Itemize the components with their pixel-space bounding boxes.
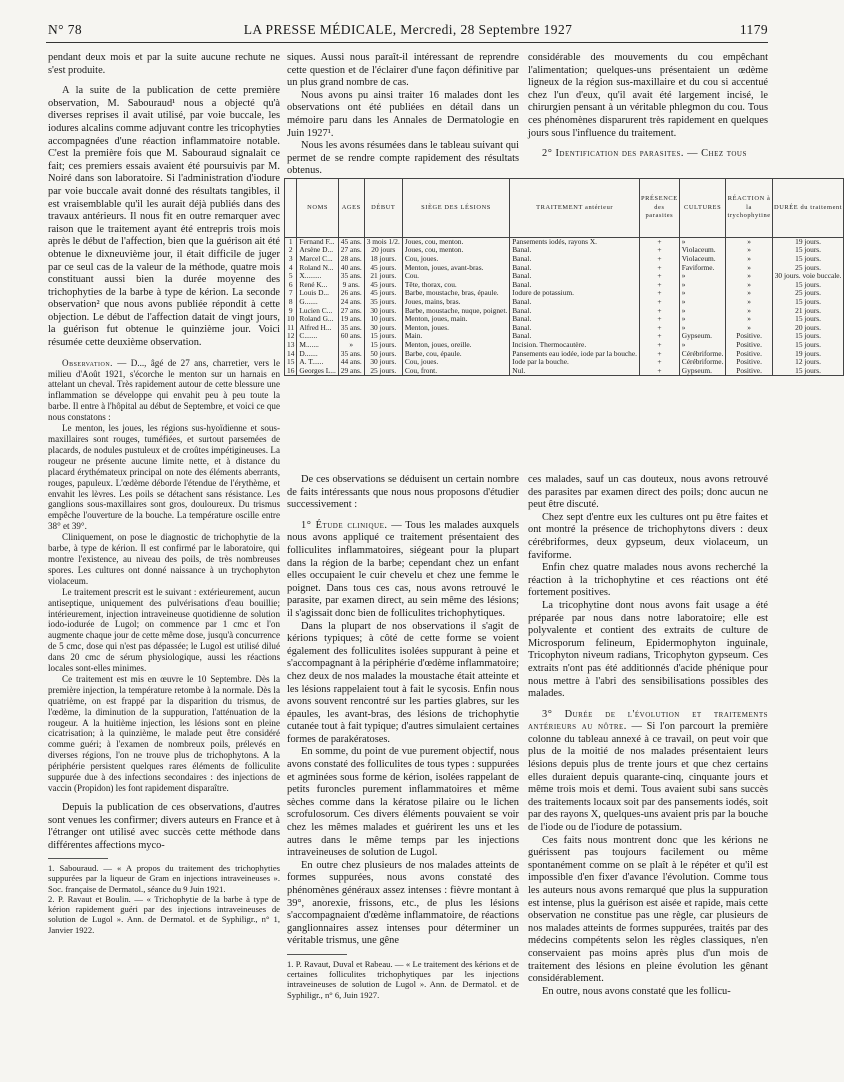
- table-cell: 30 jours.: [364, 358, 402, 367]
- table-cell: »: [726, 264, 772, 273]
- table-cell: Violaceum.: [679, 255, 726, 264]
- table-cell: Cérébriforme.: [679, 350, 726, 359]
- table-cell: Positive.: [726, 332, 772, 341]
- table-cell: 19 jours.: [772, 237, 844, 246]
- table-cell: 15 jours.: [364, 332, 402, 341]
- table-row: [285, 367, 844, 376]
- journal-title: LA PRESSE MÉDICALE, Mercredi, 28 Septembre 1927: [243, 22, 573, 37]
- table-row: [285, 307, 844, 316]
- table-cell: Roland N...: [297, 264, 338, 273]
- table-cell: +: [640, 315, 680, 324]
- table-cell: Banal.: [510, 307, 640, 316]
- table-cell: Main.: [402, 332, 509, 341]
- table-cell: Fernand F...: [297, 237, 338, 246]
- table-cell: 9 ans.: [338, 281, 364, 290]
- paragraph: — Si l'on parcourt la première colonne du tableau annexé à ce travail, on peut voir que plus de la moitié de nos malades présentaient leurs lésions depuis plus de trente jours et que chez certains elles duraient depuis quarante-cinq, cinquante jours et même trois mois et demi. Tous avaient subi sans succès des traitements locaux soit par des pansements iodés, soit par des rayons X, quelques-uns avaient pris par la bouche de l'iode ou de l'iodure de potassium.: [528, 721, 768, 834]
- table-cell: 15 jours.: [364, 341, 402, 350]
- table-cell: 9: [285, 307, 297, 316]
- table-cell: 40 ans.: [338, 264, 364, 273]
- table-cell: +: [640, 298, 680, 307]
- paragraph: Nous les avons résumées dans le tableau suivant qui permet de se rendre compte rapidement des résultats obtenus.: [287, 140, 519, 177]
- paragraph: — D..., âgé de 27 ans, charretier, vers le milieu d'Août 1921, s'écorche le menton sur un harnais en attelant un cheval. Très rapidement autour de cette blessure une inflammation se développe qui envahit peu à peu toute la barbe. Il entre à l'hôpital au début de Septembre, et voici ce que nous constatons :: [48, 357, 280, 423]
- footnote: 1. Sabouraud. — « A propos du traitement des trichophyties suppurées par la liqueur de Gram en injections intraveineuses ». Soc. française de Dermatol., séance du 9 Juin 1921.: [48, 863, 280, 894]
- table-cell: Positive.: [726, 367, 772, 376]
- paragraph: En somme, du point de vue purement objectif, nous avons constaté des folliculites de tous types : suppurées et agminées sous forme de kérion, isolées rappelant de petits furoncles purement inflammatoires et même sèches comme dans la kératose pilaire ou le lichen scrofulosorum. Ces divers éléments pouvaient se voir chez les mêmes malades et guérirent les uns et les autres dans le même temps par les injections intraveineuses de solution de Lugol.: [287, 746, 519, 859]
- table-cell: A. T......: [297, 358, 338, 367]
- table-cell: +: [640, 332, 680, 341]
- table-row: [285, 237, 844, 246]
- table-cell: 13: [285, 341, 297, 350]
- table-cell: 3 mois 1/2.: [364, 237, 402, 246]
- table-cell: 21 jours.: [772, 307, 844, 316]
- table-cell: 15 jours.: [772, 315, 844, 324]
- table-cell: Banal.: [510, 281, 640, 290]
- table-cell: Alfred H...: [297, 324, 338, 333]
- issue-number: N° 78: [48, 22, 83, 37]
- table-cell: 15 jours.: [772, 298, 844, 307]
- section-heading: 1° Étude clinique.: [301, 519, 388, 531]
- table-cell: 25 jours.: [772, 264, 844, 273]
- table-cell: Gypseum.: [679, 332, 726, 341]
- table-cell: 14: [285, 350, 297, 359]
- table-cell: 8: [285, 298, 297, 307]
- table-header-row: [285, 179, 844, 238]
- table-cell: 3: [285, 255, 297, 264]
- table-cell: »: [726, 272, 772, 281]
- paragraph: siques. Aussi nous paraît-il intéressant de reprendre cette question et de l'éclairer d'une façon définitive par un plus grand nombre de cas.: [287, 52, 519, 89]
- table-cell: +: [640, 246, 680, 255]
- table-cell: 30 jours.: [364, 307, 402, 316]
- table-cell: »: [679, 237, 726, 246]
- footnote-rule: [48, 858, 108, 859]
- table-cell: Joues, mains, bras.: [402, 298, 509, 307]
- table-cell: +: [640, 358, 680, 367]
- table-cell: +: [640, 255, 680, 264]
- table-cell: 45 jours.: [364, 281, 402, 290]
- table-cell: Marcel C...: [297, 255, 338, 264]
- table-cell: Joues, cou, menton.: [402, 246, 509, 255]
- paragraph: De ces observations se déduisent un certain nombre de faits intéressants que nous nous proposons d'étudier successivement :: [287, 474, 519, 511]
- table-cell: +: [640, 350, 680, 359]
- table-cell: +: [640, 324, 680, 333]
- table-cell: 10 jours.: [364, 315, 402, 324]
- table-cell: Cou, joues.: [402, 255, 509, 264]
- paragraph: Dans la plupart de nos observations il s'agit de kérions typiques; à côté de cette forme se voient également des folliculites isolées suppurant à peine et s'accompagnant à la périphérie d'œdème inflammatoire; chez deux de nos malades la moustache était atteinte et les lésions rappelaient tout à fait le sycosis. Enfin nous avons souvent rencontré sur les parties glabres, sur les épaules, les avant-bras, des lésions de trichophytie cutanée tout à fait typique; d'autres simulaient certaines formes de parakératoses.: [287, 620, 519, 745]
- table-cell: 35 jours.: [364, 298, 402, 307]
- table-cell: Cou.: [402, 272, 509, 281]
- table-cell: »: [726, 324, 772, 333]
- paragraph: En outre, nous avons constaté que les follicu-: [542, 985, 731, 997]
- table-header-cell: TRAITEMENT antérieur: [510, 179, 640, 238]
- table-cell: Menton, joues, avant-bras.: [402, 264, 509, 273]
- paragraph: Nous avons pu ainsi traiter 16 malades dont les observations ont été publiées en détail dans un mémoire paru dans les Annales de Dermatologie en Juin 1927¹.: [287, 89, 519, 139]
- table-cell: 15 jours.: [772, 246, 844, 255]
- table-cell: »: [726, 237, 772, 246]
- table-cell: Barbe, cou, épaule.: [402, 350, 509, 359]
- table-cell: Louis D...: [297, 289, 338, 298]
- table-cell: »: [726, 246, 772, 255]
- table-header-cell: [285, 179, 297, 238]
- table-cell: X.........: [297, 272, 338, 281]
- column-left: [48, 52, 280, 935]
- table-cell: Tête, thorax, cou.: [402, 281, 509, 290]
- table-cell: 45 jours.: [364, 264, 402, 273]
- table-cell: »: [679, 272, 726, 281]
- table-cell: »: [679, 281, 726, 290]
- column-middle-top: [287, 52, 519, 178]
- section-heading: 3° Durée de l'évolution et traitements antérieurs au nôtre.: [528, 708, 768, 733]
- table-cell: D.......: [297, 350, 338, 359]
- table-cell: 30 jours.: [364, 324, 402, 333]
- table-cell: »: [726, 315, 772, 324]
- table-cell: »: [338, 341, 364, 350]
- paragraph: Le traitement prescrit est le suivant : extérieurement, aucun antiseptique, uniquement des pulvérisations d'eau bouillie; intérieurement, injection intraveineuse quotidienne de solution iodo-iodurée de Lugol; on commence par 1 cmc et l'on augmente chaque jour de cette même dose, jusqu'à concurrence de 5 cmc, dose qui n'est pas dépassée; le Lugol est utilisé dilué dans 20 cmc de sérum physiologique, aussi les réactions locales sont-elles minimes.: [48, 586, 280, 674]
- table-cell: 11: [285, 324, 297, 333]
- table-row: [285, 264, 844, 273]
- table-cell: »: [679, 289, 726, 298]
- table-cell: Banal.: [510, 332, 640, 341]
- table-cell: +: [640, 289, 680, 298]
- table-cell: Banal.: [510, 246, 640, 255]
- column-middle-bottom: [287, 474, 519, 1000]
- table-header-cell: DÉBUT: [364, 179, 402, 238]
- table-cell: +: [640, 237, 680, 246]
- table-cell: Cou, front.: [402, 367, 509, 376]
- table-cell: »: [726, 255, 772, 264]
- footnote-rule: [287, 954, 347, 955]
- table-cell: 15 jours.: [772, 281, 844, 290]
- table-cell: 15 jours.: [772, 332, 844, 341]
- table-cell: 35 ans.: [338, 272, 364, 281]
- table-header-cell: CULTURES: [679, 179, 726, 238]
- column-right-bottom: [528, 474, 768, 998]
- table-row: [285, 315, 844, 324]
- observation-block: [48, 358, 280, 794]
- paragraph: considérable des mouvements du cou empêchant l'alimentation; quelques-uns présentaient un œdème ligneux de la région sus-maxillaire et du cou si accentué chez l'un d'eux, qu'il avait été largement incisé, le chirurgien pensant à un véritable phlegmon du cou. Tous ces phénomènes disparurent très rapidement en quelques jours sous l'influence du traitement.: [528, 52, 768, 139]
- table-cell: Pansements iodés, rayons X.: [510, 237, 640, 246]
- table-cell: Menton, joues.: [402, 324, 509, 333]
- table-cell: +: [640, 367, 680, 376]
- table-cell: 4: [285, 264, 297, 273]
- table-cell: 26 ans.: [338, 289, 364, 298]
- footnote: 1. P. Ravaut, Duval et Rabeau. — « Le traitement des kérions et de certaines folliculites trichophytiques par les injections intraveineuses de solution de Lugol ». Ann. de Dermatol. et de Syphiligr., n° 6, Juin 1927.: [287, 958, 519, 1000]
- table-cell: 45 jours.: [364, 289, 402, 298]
- table-row: [285, 246, 844, 255]
- table-cell: »: [679, 307, 726, 316]
- table-cell: Joues, cou, menton.: [402, 237, 509, 246]
- table-cell: »: [726, 298, 772, 307]
- table-cell: +: [640, 341, 680, 350]
- table-cell: G.......: [297, 298, 338, 307]
- page-header: [48, 22, 768, 42]
- table-header-cell: SIÈGE DES LÉSIONS: [402, 179, 509, 238]
- table-cell: 7: [285, 289, 297, 298]
- table-cell: +: [640, 281, 680, 290]
- table-cell: 20 jours: [364, 246, 402, 255]
- table-cell: 60 ans.: [338, 332, 364, 341]
- table-cell: Barbe, moustache, bras, épaule.: [402, 289, 509, 298]
- table-cell: Pansements eau iodée, iode par la bouche.: [510, 350, 640, 359]
- paragraph: Le menton, les joues, les régions sus-hyoïdienne et sous-maxillaires sont rouges, tuméfiées, et surtout parsemées de placards, de nodules pustuleux et de croûtes impétigineuses. La rougeur ne présente aucune limite nette, et à distance du placard érythémateux principal on note des éléments aberrants, rouges, papuleux. L'œdème déborde l'étendue de l'érythème, et envahit les lèvres. Les poils se détachent sans résistance. Les ganglions sous-maxillaires sont gros, douloureux. Du trismus empêche l'ouverture de la bouche. La température oscille entre 38° et 39°.: [48, 423, 280, 532]
- table-cell: 15 jours.: [772, 341, 844, 350]
- table-cell: 35 ans.: [338, 324, 364, 333]
- table-cell: 35 ans.: [338, 350, 364, 359]
- table-cell: Roland G...: [297, 315, 338, 324]
- paragraph: En outre chez plusieurs de nos malades atteints de formes suppurées, nous avons constaté des phénomènes généraux assez intenses : fièvre montant à 39°, anorexie, frissons, etc., de plus les lésions s'accompagnaient d'œdème inflammatoire, de réactions ganglionnaires assez intenses pour déterminer un véritable trismus, une gêne: [287, 859, 519, 947]
- table-cell: Menton, joues, main.: [402, 315, 509, 324]
- paragraph: A la suite de la publication de cette première observation, M. Sabouraud¹ nous a objecté qu'à diverses reprises il avait utilisé, par voie buccale, les iodures alcalins comme adjuvant contre les tricophyties accompagnées d'une réaction inflammatoire notable. C'est la première fois que M. Sabouraud signalait ce fait; ces premiers essais avaient été poursuivis par M. Noiré dans son laboratoire. Si l'administration d'iodure par voie buccale avait donné des résultats tangibles, il est vraisemblable qu'il les aurait déjà publiés dans des travaux antérieurs. Il nous fit en outre remarquer avec raison que le traitement ayant été entrepris trois mois après le début de l'affection, bien que la guérison ait été obtenue le dixneuvième jour, il était difficile de juger par ce seul cas de la valeur de la méthode, quatre mois constituant aussi bien la durée moyenne des trichophyties de la barbe à type de kérion. La seconde observation² que nous avons publiée répondit à cette objection. Le début de l'affection datait de vingt jours, la guérison fut obtenue le quinzième jour. Voici résumée cette deuxième observation.: [48, 85, 280, 349]
- table-cell: +: [640, 307, 680, 316]
- table-row: [285, 272, 844, 281]
- table-cell: Banal.: [510, 272, 640, 281]
- paragraph: Ce traitement est mis en œuvre le 10 Septembre. Dès la première injection, la température retombe à la normale. Dès la quatrième, on est frappé par la disparition du trismus, de l'œdème, la diminution de la suppuration, l'atténuation de la rougeur. A la huitième injection, les lésions sont en pleine cicatrisation; à la quinzième, le malade peut être considéré comme guéri; à l'examen de nombreux poils, prélevés en diverses régions, l'on ne trouve plus de trichophytons. A la périphérie persistent quelques rares éléments de folliculite suppurée due à des infections secondaires : des injections de vaccin (Propidon) les font rapidement disparaître.: [48, 673, 280, 793]
- table-cell: C.......: [297, 332, 338, 341]
- cases-table-container: [284, 178, 843, 466]
- table-cell: »: [726, 307, 772, 316]
- table-header-cell: NOMS: [297, 179, 338, 238]
- table-cell: Cérébriforme.: [679, 358, 726, 367]
- table-header-cell: DURÉE du traitement: [772, 179, 844, 238]
- table-cell: »: [679, 298, 726, 307]
- table-cell: 21 jours.: [364, 272, 402, 281]
- table-cell: Banal.: [510, 324, 640, 333]
- table-cell: Iodure de potassium.: [510, 289, 640, 298]
- table-cell: 28 ans.: [338, 255, 364, 264]
- table-cell: +: [640, 264, 680, 273]
- table-cell: René K...: [297, 281, 338, 290]
- table-cell: 27 ans.: [338, 246, 364, 255]
- table-cell: »: [679, 315, 726, 324]
- footnote: 2. P. Ravaut et Boulin. — « Trichophytie de la barbe à type de kérion rapidement guéri par des injections intraveineuses de solution de Lugol ». Ann. de Dermatol. et de Syphiligr., n° 1, Janvier 1922.: [48, 893, 280, 935]
- table-cell: 5: [285, 272, 297, 281]
- table-cell: 44 ans.: [338, 358, 364, 367]
- paragraph: La tricophytine dont nous avons fait usage a été préparée par nous dans notre laboratoire; elle est polyvalente et contient des extraits de culture de Microsporum felineum, Epidermophyton inguinale, Tricophyton niveum radians, Tricophyton gypseum. Ces extraits n'ont pas été additionnés d'acide phénique pour nous mettre à l'abri des sensibilisations possibles des malades.: [528, 599, 768, 700]
- table-cell: 19 jours.: [772, 350, 844, 359]
- table-cell: Barbe, moustache, nuque, poignet.: [402, 307, 509, 316]
- table-cell: 10: [285, 315, 297, 324]
- table-cell: Positive.: [726, 341, 772, 350]
- table-cell: Faviforme.: [679, 264, 726, 273]
- table-cell: 16: [285, 367, 297, 376]
- column-right-top: [528, 52, 768, 161]
- table-cell: 15 jours.: [772, 255, 844, 264]
- table-cell: Banal.: [510, 315, 640, 324]
- paragraph: Cliniquement, on pose le diagnostic de trichophytie de la barbe, à type de kérion. Il est confirmé par le laboratoire, qui montre l'existence, au niveau des poils, de très nombreuses spores. Les cultures ont donné naissance à un trychophyton violaceum.: [48, 532, 280, 586]
- table-row: [285, 298, 844, 307]
- table-cell: 18 jours.: [364, 255, 402, 264]
- table-cell: 6: [285, 281, 297, 290]
- table-cell: Positive.: [726, 350, 772, 359]
- table-cell: 25 jours.: [772, 289, 844, 298]
- observation-label: Observation.: [62, 357, 113, 368]
- table-cell: 19 ans.: [338, 315, 364, 324]
- table-cell: 20 jours.: [772, 324, 844, 333]
- table-cell: »: [679, 324, 726, 333]
- table-cell: 15: [285, 358, 297, 367]
- table-cell: 12: [285, 332, 297, 341]
- table-cell: M.......: [297, 341, 338, 350]
- table-cell: Banal.: [510, 255, 640, 264]
- table-body: [285, 237, 844, 376]
- table-cell: »: [726, 281, 772, 290]
- table-cell: Menton, joues, oreille.: [402, 341, 509, 350]
- table-cell: 30 jours. voie buccale.: [772, 272, 844, 281]
- section-heading: 2° Identification des parasites. — Chez tous: [542, 148, 747, 160]
- table-cell: +: [640, 272, 680, 281]
- paragraph: Chez sept d'entre eux les cultures ont pu être faites et ont montré la présence de trichophytons divers : deux cérébriformes, deux gypseum, deux violaceum, un faviforme.: [528, 511, 768, 561]
- table-cell: Cou, joues.: [402, 358, 509, 367]
- table-cell: 12 jours.: [772, 358, 844, 367]
- table-cell: 45 ans.: [338, 237, 364, 246]
- table-cell: Incision. Thermocautère.: [510, 341, 640, 350]
- table-cell: 24 ans.: [338, 298, 364, 307]
- table-header-cell: AGES: [338, 179, 364, 238]
- table-cell: 50 jours.: [364, 350, 402, 359]
- table-cell: Lucien C...: [297, 307, 338, 316]
- page-number: 1179: [739, 22, 768, 37]
- table-cell: 15 jours.: [772, 367, 844, 376]
- cases-table: [284, 178, 844, 376]
- table-cell: Positive.: [726, 358, 772, 367]
- table-cell: Nul.: [510, 367, 640, 376]
- paragraph: Enfin chez quatre malades nous avons recherché la réaction à la trichophytine et ces réactions ont été fortement positives.: [528, 562, 768, 599]
- paragraph: pendant deux mois et par la suite aucune rechute ne s'est produite.: [48, 52, 280, 76]
- table-cell: 25 jours.: [364, 367, 402, 376]
- table-cell: Violaceum.: [679, 246, 726, 255]
- paragraph: ces malades, sauf un cas douteux, nous avons retrouvé des parasites par examen direct des poils; donc aucun ne peut être discuté.: [528, 474, 768, 511]
- table-row: [285, 255, 844, 264]
- table-cell: 1: [285, 237, 297, 246]
- paragraph: Depuis la publication de ces observations, d'autres sont venues les confirmer; divers auteurs en France et à l'étranger ont utilisé avec succès cette méthode dans différentes affections myco-: [48, 801, 280, 851]
- table-cell: »: [726, 289, 772, 298]
- table-cell: Gypseum.: [679, 367, 726, 376]
- table-cell: »: [679, 341, 726, 350]
- table-cell: Banal.: [510, 298, 640, 307]
- table-cell: Georges L...: [297, 367, 338, 376]
- table-row: [285, 289, 844, 298]
- table-cell: Iode par la bouche.: [510, 358, 640, 367]
- header-rule: [46, 42, 768, 43]
- table-cell: 27 ans.: [338, 307, 364, 316]
- table-cell: Banal.: [510, 264, 640, 273]
- table-cell: 2: [285, 246, 297, 255]
- table-header-cell: PRÉSENCE des parasites: [640, 179, 680, 238]
- table-header-cell: RÉACTION à la trychophytine: [726, 179, 772, 238]
- paragraph: — Tous les malades auxquels nous avons appliqué ce traitement présentaient des folliculites inflammatoires, siégeant pour la plupart dans la région de la barbe; cependant chez un enfant elles occupaient le cuir chevelu et chez une femme le poignet. Dans tous ces cas, nous avons retrouvé le parasite, par examen direct, au sein même des lésions; il s'agissait donc bien de folliculites trichophytiques.: [287, 519, 519, 619]
- table-cell: 29 ans.: [338, 367, 364, 376]
- paragraph: Ces faits nous montrent donc que les kérions ne guérissent pas toujours facilement ou même spontanément comme on se plaît à le répéter et qu'il est impossible d'en fixer d'avance l'évolution. Comme tous les auteurs nous avons remarqué que plus la suppuration est intense, plus la guérison est aisée et rapide, mais cette observation ne constitue pas une règle, car plusieurs de nos malades atteints de formes suppurées, traités par des médecins compétents selon les règles classiques, n'en conservaient pas moins après plus d'un mois de traitement des lésions en pleine évolution les gênant considérablement.: [528, 834, 768, 985]
- table-cell: Arsène D...: [297, 246, 338, 255]
